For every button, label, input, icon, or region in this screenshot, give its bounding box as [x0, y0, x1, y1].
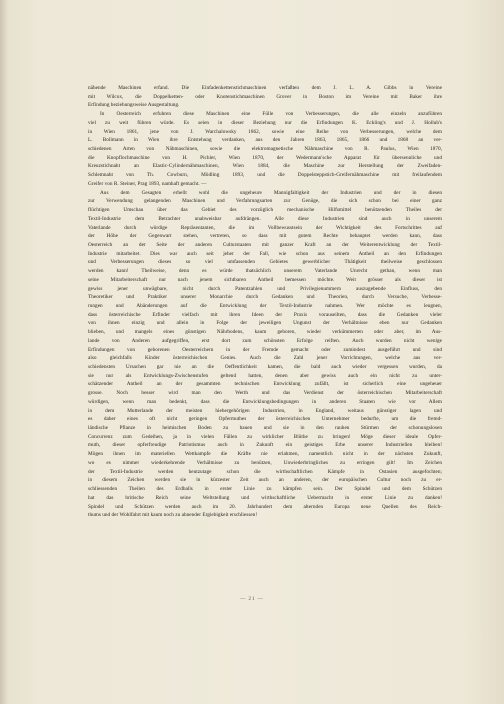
text-line: schiedensten Ursachen gar nie an die Oeffentlichkeit kamen, die bald auch wieder vergessen wurden, da	[88, 364, 442, 370]
text-line: rungen und Abänderungen auf die Entwicklung der Textil-Industrie nahmen. Wer möchte es leugnen,	[88, 302, 442, 309]
text-line: Schlemnaht von Th. Cowburn, Mödling 1893, und die Doppelsteppstich-Greifernähmaschine mit freilaufendem	[88, 172, 442, 179]
text-line: ländische Pflanze in heimischen Boden zu bauen und sie in den rauhen Stürmen der schonungslosen	[88, 425, 442, 432]
text-line: die Knopflochmaschine von H. Pichler, Wien 1870, der Wedermann'sche Apparat für übersennliche und	[88, 154, 442, 161]
text-line: seine Mitarbeiterschaft nur nach jenem sichtbaren Antheil bemessen möchte. Weit grösser als dieser ist	[88, 276, 442, 283]
text-line: flüchtigen Umschau über das Gebiet des vorzüglich mechanische Hilfsmittel benützenden Theiles der	[88, 207, 442, 214]
text-line: Aus dem Gesagten erhellt wohl die ungeheure Mannigfaltigkeit der Industrien und der in diesen	[100, 189, 442, 196]
text-line: von ihnen einzig und allein in Folge der jeweiligen Ungunst der Verhältnisse eben nur Gedanken	[88, 320, 442, 327]
text-line: der Höhe der Gegenwart stehen, vertreten, so dass mit gutem Rechte behauptet werden kann, dass	[88, 233, 442, 240]
text-line: thums und der Wohlfahrt mit kaum noch zu ahnender Ergiebigkeit erschliessen!	[88, 512, 258, 519]
text-line: Textil-Industrie dem Betrachter unabweisbar aufdrängen. Alle diese Industrien sind auch in unserem	[88, 215, 442, 222]
text-line: Spindel und Schützen werden auch im 20. Jahrhundert dem alternden Europa neue Quellen des Reich-	[88, 503, 442, 510]
text-line: L. Bollmann in Wien ihre Entstehung verdanken, aus den Jahren 1863, 1865, 1866 und 1868 an ver-	[88, 137, 442, 144]
text-line: hat das britische Reich seine Weltstellung und wirthschaftliche Uebermacht in erster Linie zu danken!	[88, 494, 442, 501]
text-line: blieben, und mangels eines günstigen Nährbodens, kaum geboren, wieder verkümmerten oder aber, im Aus-	[88, 329, 442, 336]
text-line: gewiss jener unwägbare, nicht durch Patentzahlen und Privilegienummern auszugebende Einfluss, den	[88, 285, 442, 292]
text-line: schätzender Antheil an der gesammten technischen Entwicklung zufällt, ist sicherlich eine ungeheuer	[88, 381, 442, 388]
text-line: der Textil-Industrie werden heutzutage schon die wirthschaftlichen Kämpfe in Ostasien ausgefochten;	[88, 468, 442, 475]
text-line: grosse. Noch besser wird man den Werth und das Verdienst der österreichischen Mitarbeiterschaft	[88, 390, 442, 397]
text-line: also gleichfalls Kinder österreichischen Genies. Auch die Zahl jener Vorrichtungen, welche aus ver-	[88, 355, 442, 362]
text-line: Erfindungen von geborenen Oesterreichern in der Fremde gemacht oder zumindest ausgeführt und sind	[88, 346, 442, 353]
text-line: lande von Anderen aufgegriffen, erst dort zum schönsten Erfolge reiften. Auch wurden nicht wenige	[88, 337, 442, 344]
text-line: es daher eines oft nicht geringen Opfermuthes der österreichischen Unternehmer bedurfte, um die fremd-	[88, 416, 442, 423]
body-text	[88, 84, 442, 520]
text-line: muth, dieser opferfreudige Patriotismus auch in Zukunft ein geistiges Erbe unserer Industriellen bleiben!	[88, 442, 442, 449]
text-line: zur Verwendung gelangenden Maschinen und Verfahrungsarten zur Genüge, die sich schon bei einer ganz	[88, 198, 442, 205]
text-line: würdigen, wenn man bedenkt, dass die Entwicklungsbedingungen in anderen Staaten wie vor Allem	[88, 398, 442, 405]
text-line: Vaterlande durch würdige Repräsentanten, die im Vollbewusstsein der Wichtigkeit des Fortschrittes auf	[88, 224, 442, 231]
text-line: Industrie mitarbeitet. Dies war auch seit jeher der Fall, wie schon aus seinem Antheil an den Erfindungen	[88, 250, 442, 257]
text-line: In Oesterreich erfuhren diese Maschinen eine Fülle von Verbesserungen, die alle einzeln anzuführen	[100, 111, 442, 118]
text-line: nähende Maschinen erfand. Die Einfadenkettenstichmaschinen verfaßten dem J. L. A. Gibbs in Vereine	[88, 85, 442, 91]
text-line: sie nur als Entwicklungs-Zwischenstufen geltend hatten, denen aber gewiss auch ein nicht zu unter-	[88, 372, 442, 379]
text-line: schliessenden Theilen des Erdballs in erster Linie zu kämpfen sein. Der Spindel und dem Schützen	[88, 486, 442, 493]
text-line: schiedenen Arten von Nähmaschinen, sowie die elektromagnetische Nähmaschine von R. Paulus, Wien 1870,	[88, 146, 442, 153]
text-line: in dem Mutterlande der meisten hiehergehörigen Industrien, in England, weitaus günstiger lagen und	[88, 407, 442, 414]
text-line: Theoretiker und Praktiker unserer Monarchie durch Gedanken und Theorien, durch Versuche, Verbesse-	[88, 294, 442, 301]
text-line: in diesem Zeichen werden sie in kürzester Zeit auch an anderen, der europäischen Cultur noch zu er-	[88, 477, 442, 484]
text-line: wo es nimmer wiederkehrende Verhältnisse zu benützen, Unwiederbringliches zu erringen gilt! Im Zeichen	[88, 459, 442, 466]
text-line: Concurrenz zum Gedeihen, ja in vielen Fällen zu wirklicher Blüthe zu bringen! Möge dieser ideale Opfer-	[88, 433, 442, 440]
page-number: — 21 —	[240, 597, 264, 602]
text-line: in Wien 1861, jene von J. Warchalowsky 1862, sowie eine Reihe von Verbesserungen, welche dem	[88, 128, 442, 135]
text-line: Kreuzstichnaht an Elastic-Cylindernähmaschinen, Wien 1884, die Maschine zur Herstellung der Zweifaden-	[88, 163, 442, 170]
text-line: Mögen ihnen im materiellen Wettkampfe die Kräfte nie erlahmen, namentlich nicht in der nächsten Zukunft,	[88, 451, 442, 458]
text-line: mit Wilcox, die Doppelketten- oder Knotenstichmaschinen Grover in Boston im Vereine mit Baker ihre	[88, 93, 442, 100]
text-line: werden kann! Theilweise, denn es würde thatsächlich unserem Vaterlande Unrecht gethan, wenn man	[88, 268, 442, 275]
text-line: viel zu weit führen würde. Es seien in dieser Beziehung nur die Erfindungen K. Eckling's und J. Hollub's	[88, 119, 442, 126]
text-line: dass österreichische Erfinder vielfach mit ihren Ideen der Praxis vorauseilten, dass die Gedanken vieler	[88, 311, 442, 318]
text-line: und Verbesserungen dieses so viel umfassenden Gebietes gewerblicher Thätigkeit theilweise geschlossen	[88, 259, 442, 266]
text-line: Erfindung beziehungsweise Ausgestaltung.	[88, 102, 180, 109]
text-line: Greifer von R. Steiner, Prag 1893, namhaft gemacht. —	[88, 180, 207, 187]
text-line: Oesterreich an der Seite der anderen Culturstaaten mit ganzer Kraft an der Weiterentwicklung der Textil-	[88, 241, 442, 248]
